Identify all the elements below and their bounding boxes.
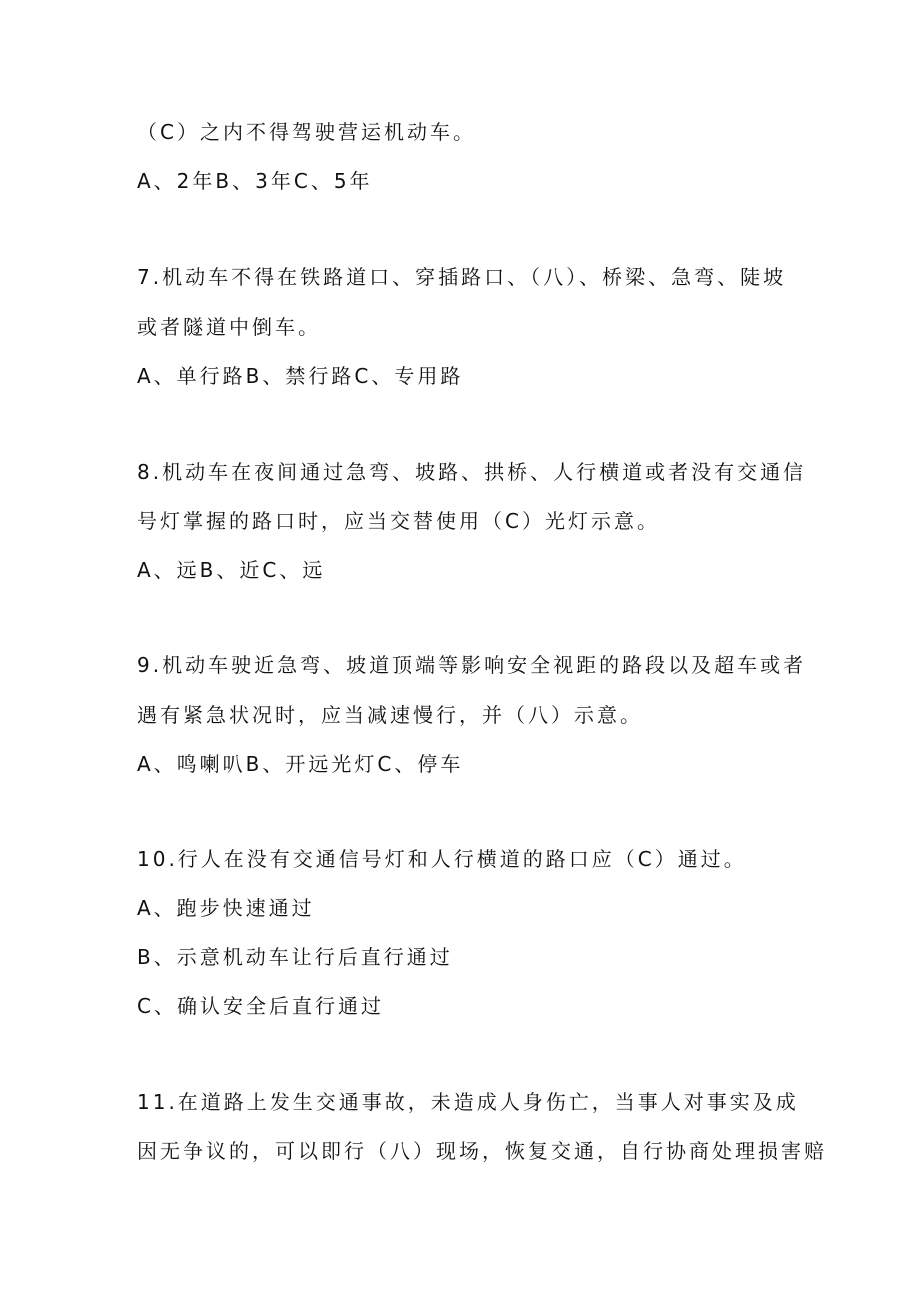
- question-10-option-c: C、确认安全后直行通过: [137, 994, 384, 1018]
- question-9-line-2: 遇有紧急状况时，应当减速慢行，并（八）示意。: [137, 703, 643, 727]
- question-8-line-2: 号灯掌握的路口时，应当交替使用（C）光灯示意。: [137, 509, 660, 533]
- question-7-line-2: 或者隧道中倒车。: [137, 315, 321, 339]
- question-10-option-a: A、跑步快速通过: [137, 896, 315, 920]
- question-7-line-1: 7.机动车不得在铁路道口、穿插路口、（八）、桥梁、急弯、陡坡: [137, 265, 787, 289]
- question-9-options: A、鸣喇叭B、开远光灯C、停车: [137, 752, 464, 776]
- question-7-options: A、单行路B、禁行路C、专用路: [137, 364, 464, 388]
- question-6-options: A、2年B、3年C、5年: [137, 169, 373, 193]
- question-10-line-1: 10.行人在没有交通信号灯和人行横道的路口应（C）通过。: [137, 847, 747, 871]
- question-8-line-1: 8.机动车在夜间通过急弯、坡路、拱桥、人行横道或者没有交通信: [137, 460, 807, 484]
- question-10-option-b: B、示意机动车让行后直行通过: [137, 945, 453, 969]
- question-11-line-2: 因无争议的，可以即行（八）现场，恢复交通，自行协商处理损害赔: [137, 1139, 827, 1163]
- question-9-line-1: 9.机动车驶近急弯、坡道顶端等影响安全视距的路段以及超车或者: [137, 653, 807, 677]
- question-6-continuation-line: （C）之内不得驾驶营运机动车。: [137, 120, 476, 144]
- question-11-line-1: 11.在道路上发生交通事故，未造成人身伤亡，当事人对事实及成: [137, 1090, 799, 1114]
- question-8-options: A、远B、近C、远: [137, 558, 326, 582]
